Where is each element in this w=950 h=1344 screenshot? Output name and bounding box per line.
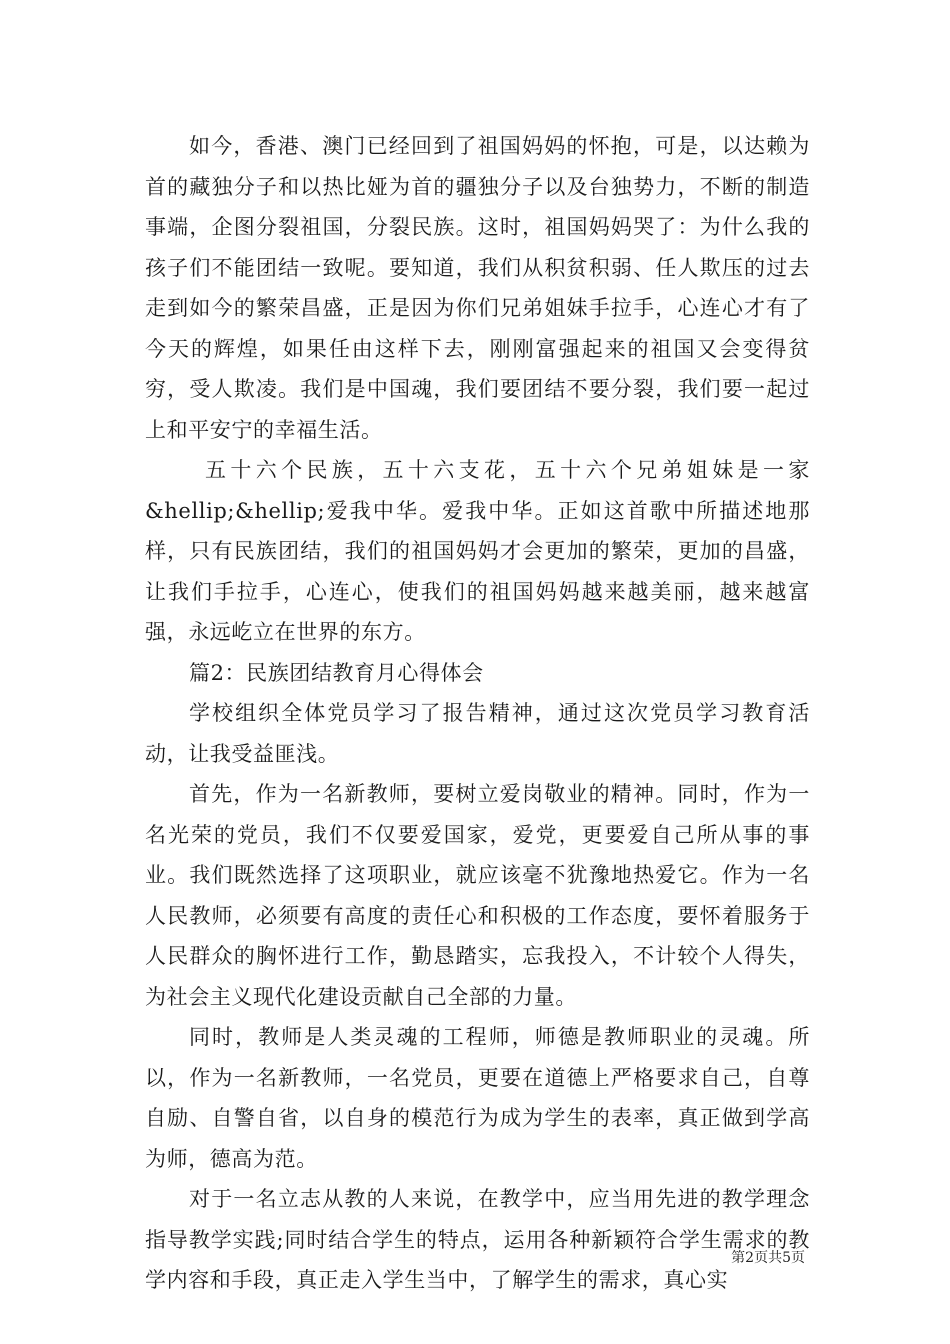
paragraph-first-dedication: 首先，作为一名新教师，要树立爱岗敬业的精神。同时，作为一名光荣的党员，我们不仅要爱国家，爱党，更要爱自己所从事的事业。我们既然选择了这项职业，就应该毫不犹豫地热爱它。作为一名人民教师，必须要有高度的责任心和积极的工作态度，要怀着服务于人民群众的胸怀进行工作，勤恳踏实，忘我投入，不计较个人得失，为社会主义现代化建设贡献自己全部的力量。 [145, 782, 810, 1009]
paragraph-hongkong-macau: 如今，香港、澳门已经回到了祖国妈妈的怀抱，可是，以达赖为首的藏独分子和以热比娅为首的疆独分子以及台独势力，不断的制造事端，企图分裂祖国，分裂民族。这时，祖国妈妈哭了：为什么我的孩子们不能团结一致呢。要知道，我们从积贫积弱、任人欺压的过去走到如今的繁荣昌盛，正是因为你们兄弟姐妹手拉手，心连心才有了今天的辉煌，如果任由这样下去，刚刚富强起来的祖国又会变得贫穷，受人欺凌。我们是中国魂，我们要团结不要分裂，我们要一起过上和平安宁的幸福生活。 [145, 134, 810, 442]
paragraph-fifty-six-ethnic-groups: 五十六个民族，五十六支花，五十六个兄弟姐妹是一家&hellip;&hellip;爱我中华。爱我中华。正如这首歌中所描述地那样，只有民族团结，我们的祖国妈妈才会更加的繁荣，更加的昌盛，让我们手拉手，心连心，使我们的祖国妈妈越来越美丽，越来越富强，永远屹立在世界的东方。 [145, 458, 810, 644]
document-body [145, 126, 810, 1301]
paragraph-party-study: 学校组织全体党员学习了报告精神，通过这次党员学习教育活动，让我受益匪浅。 [145, 701, 810, 766]
section-heading-part-2: 篇2：民族团结教育月心得体会 [189, 660, 484, 685]
paragraph-teaching-practice: 对于一名立志从教的人来说，在教学中，应当用先进的教学理念指导教学实践;同时结合学生的特点，运用各种新颖符合学生需求的教学内容和手段，真正走入学生当中，了解学生的需求，真心实 [145, 1187, 810, 1292]
paragraph-teacher-ethics: 同时，教师是人类灵魂的工程师，师德是教师职业的灵魂。所以，作为一名新教师，一名党员，更要在道德上严格要求自己，自尊自励、自警自省，以自身的模范行为成为学生的表率，真正做到学高为师，德高为范。 [145, 1025, 810, 1171]
page-number: 第2页共5页 [731, 1250, 805, 1266]
